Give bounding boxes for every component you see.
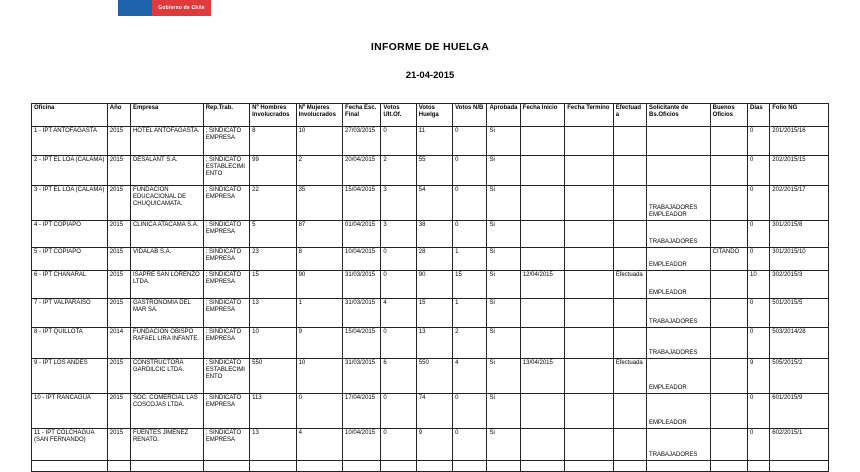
table-cell — [710, 156, 747, 186]
column-header: Votos N/B — [453, 104, 487, 127]
table-cell: 11 — [416, 127, 452, 156]
table-cell: 13 — [416, 328, 452, 359]
table-cell: 302/2015/3 — [770, 271, 829, 299]
table-cell: 87 — [296, 221, 342, 248]
column-header: Rep.Trab. — [203, 104, 249, 127]
table-cell: TRABAJADORES — [647, 221, 711, 248]
table-cell: 0 — [381, 394, 416, 429]
table-cell — [613, 299, 646, 328]
table-cell — [565, 186, 613, 221]
table-cell — [381, 461, 416, 472]
table-row — [32, 328, 829, 359]
table-cell: 55 — [416, 156, 452, 186]
table-cell: 2015 — [107, 271, 130, 299]
table-cell: Si — [487, 359, 520, 394]
table-cell: HOTEL ANTOFAGASTA. — [130, 127, 203, 156]
table-cell: 3 — [381, 186, 416, 221]
table-cell: 2 — [381, 156, 416, 186]
table-cell — [565, 271, 613, 299]
table-cell: 8 — [296, 248, 342, 271]
table-cell: Si — [487, 394, 520, 429]
table-cell: 01/04/2015 — [343, 221, 381, 248]
table-cell: 550 — [416, 359, 452, 394]
table-cell — [520, 299, 564, 328]
table-cell: 74 — [416, 394, 452, 429]
table-cell: 3 - IPT EL LOA (CALAMA) — [32, 186, 108, 221]
table-cell: ; SINDICATO ESTABLECIMIENTO — [203, 156, 249, 186]
table-cell: FUENTES JIMENEZ RENATO. — [130, 429, 203, 461]
table-cell — [770, 461, 829, 472]
table-cell: 0 — [453, 394, 487, 429]
column-header: Aprobada — [487, 104, 520, 127]
table-cell: FUNDACION EDUCACIONAL DE CHUQUICAMATA. — [130, 186, 203, 221]
table-row — [32, 156, 829, 186]
table-cell: 2015 — [107, 156, 130, 186]
table-cell: ; SINDICATO EMPRESA — [203, 248, 249, 271]
table-cell: 9 — [748, 359, 770, 394]
table-cell: 0 — [453, 156, 487, 186]
table-cell: 9 — [296, 328, 342, 359]
table-cell: 90 — [296, 271, 342, 299]
table-cell — [710, 271, 747, 299]
table-cell: 10 — [296, 359, 342, 394]
table-cell — [748, 461, 770, 472]
table-cell: 90 — [416, 271, 452, 299]
table-row — [32, 429, 829, 461]
table-cell — [565, 328, 613, 359]
table-cell: DESALANT S.A. — [130, 156, 203, 186]
table-cell — [613, 429, 646, 461]
table-cell: 20/04/2015 — [343, 156, 381, 186]
table-cell: TRABAJADORES — [647, 429, 711, 461]
table-cell: 8 — [250, 127, 296, 156]
column-header: Nº Hombres Involucrados — [250, 104, 296, 127]
table-cell: Efectuada — [613, 271, 646, 299]
table-cell: 17/04/2015 — [343, 394, 381, 429]
table-cell: EMPLEADOR — [647, 248, 711, 271]
table-cell: 2015 — [107, 394, 130, 429]
column-header: Fecha Esc. Final — [343, 104, 381, 127]
table-cell: 6 — [381, 359, 416, 394]
table-cell — [565, 359, 613, 394]
table-cell: 2 — [453, 328, 487, 359]
table-cell: 23 — [250, 248, 296, 271]
table-cell: 0 — [453, 127, 487, 156]
table-cell: 0 — [748, 186, 770, 221]
table-cell: 11 - IPT COLCHAGUA (SAN FERNANDO) — [32, 429, 108, 461]
table-cell: 505/2015/2 — [770, 359, 829, 394]
table-cell — [520, 394, 564, 429]
table-cell — [647, 127, 711, 156]
table-cell: ; SINDICATO EMPRESA — [203, 127, 249, 156]
table-cell: 15 — [453, 271, 487, 299]
table-cell — [565, 299, 613, 328]
table-cell: 601/2015/9 — [770, 394, 829, 429]
table-cell: 1 - IPT ANTOFAGASTA — [32, 127, 108, 156]
table-cell — [520, 127, 564, 156]
table-cell: 2014 — [107, 328, 130, 359]
table-cell: 0 — [748, 328, 770, 359]
table-cell — [710, 186, 747, 221]
table-cell — [613, 156, 646, 186]
logo-flag-blue-square — [118, 0, 152, 16]
table-cell: 503/2014/28 — [770, 328, 829, 359]
table-cell: GASTRONOMIA DEL MAR SA. — [130, 299, 203, 328]
table-cell: 0 — [748, 156, 770, 186]
table-cell: 202/2015/15 — [770, 156, 829, 186]
table-body — [32, 127, 829, 472]
report-date: 21-04-2015 — [405, 70, 455, 81]
table-row — [32, 186, 829, 221]
table-cell: 0 — [748, 394, 770, 429]
header-row — [32, 104, 829, 127]
column-header: Fecha Inicio — [520, 104, 564, 127]
table-cell: 2 - IPT EL LOA (CALAMA) — [32, 156, 108, 186]
table-cell: 2015 — [107, 186, 130, 221]
table-cell — [647, 156, 711, 186]
table-cell: ; SINDICATO EMPRESA — [203, 221, 249, 248]
table-cell — [520, 156, 564, 186]
table-cell — [710, 429, 747, 461]
table-cell: 9 - IPT LOS ANDES — [32, 359, 108, 394]
table-cell — [565, 394, 613, 429]
table-cell: 0 — [381, 248, 416, 271]
table-row — [32, 299, 829, 328]
table-row — [32, 248, 829, 271]
table-cell — [613, 328, 646, 359]
table-cell: 0 — [748, 429, 770, 461]
table-cell — [710, 394, 747, 429]
table-cell — [613, 461, 646, 472]
table-wrapper — [31, 103, 829, 472]
table-cell — [107, 461, 130, 472]
table-cell: 501/2015/5 — [770, 299, 829, 328]
table-cell — [296, 461, 342, 472]
page-title: INFORME DE HUELGA — [370, 41, 490, 53]
table-cell — [203, 461, 249, 472]
table-cell: 0 — [381, 271, 416, 299]
table-cell: 602/2015/1 — [770, 429, 829, 461]
table-cell — [343, 461, 381, 472]
table-cell — [647, 461, 711, 472]
table-cell — [565, 127, 613, 156]
table-cell: EMPLEADOR — [647, 271, 711, 299]
table-cell — [250, 461, 296, 472]
table-cell: 22 — [250, 186, 296, 221]
table-cell — [130, 461, 203, 472]
logo-text: Gobierno de Chile — [158, 5, 205, 11]
table-cell — [613, 394, 646, 429]
table-cell: 202/2015/17 — [770, 186, 829, 221]
table-cell: 38 — [416, 221, 452, 248]
table-cell — [710, 221, 747, 248]
table-cell — [565, 461, 613, 472]
table-cell — [613, 127, 646, 156]
logo-flag-red-band — [152, 0, 211, 16]
table-cell: 1 — [296, 299, 342, 328]
table-cell — [613, 221, 646, 248]
table-cell: 4 — [381, 299, 416, 328]
table-cell: 31/03/2015 — [343, 299, 381, 328]
table-cell: CONSTRUCTORA GARDILCIC LTDA. — [130, 359, 203, 394]
table-cell: Si — [487, 429, 520, 461]
table-cell: 9 — [416, 429, 452, 461]
column-header: Buenos Oficios — [710, 104, 747, 127]
table-cell — [710, 299, 747, 328]
table-cell: 31/03/2015 — [343, 271, 381, 299]
table-cell: FUNDACIÓN OBISPO RAFAEL LIRA INFANTE. — [130, 328, 203, 359]
table-cell — [565, 248, 613, 271]
table-cell: 4 - IPT COPIAPO — [32, 221, 108, 248]
table-cell: 15 — [250, 271, 296, 299]
table-cell: 5 — [250, 221, 296, 248]
table-cell — [710, 328, 747, 359]
table-cell — [520, 186, 564, 221]
column-header: Votos Huelga — [416, 104, 452, 127]
gobierno-de-chile-logo — [118, 0, 211, 16]
table-cell: 7 - IPT VALPARAISO — [32, 299, 108, 328]
table-row — [32, 221, 829, 248]
table-cell: Efectuada — [613, 359, 646, 394]
table-cell — [416, 461, 452, 472]
table-cell: ; SINDICATO EMPRESA — [203, 186, 249, 221]
table-cell: 2015 — [107, 299, 130, 328]
table-cell — [710, 127, 747, 156]
table-cell: Si — [487, 127, 520, 156]
partial-table-row — [32, 461, 829, 472]
table-cell: Si — [487, 271, 520, 299]
table-cell — [710, 461, 747, 472]
table-cell: 0 — [381, 429, 416, 461]
table-cell: Si — [487, 248, 520, 271]
table-cell: TRABAJADORES — [647, 299, 711, 328]
column-header: Año — [107, 104, 130, 127]
table-cell — [520, 461, 564, 472]
column-header: Fecha Termino — [565, 104, 613, 127]
column-header: Folio NG — [770, 104, 829, 127]
table-cell: ; SINDICATO EMPRESA — [203, 429, 249, 461]
column-header: Nº Mujeres Involucrados — [296, 104, 342, 127]
table-cell — [565, 156, 613, 186]
table-cell: ; SINDICATO ESTABLECIMIENTO — [203, 359, 249, 394]
table-cell: 4 — [296, 429, 342, 461]
table-cell: Si — [487, 186, 520, 221]
table-cell: Si — [487, 156, 520, 186]
table-cell: 4 — [453, 359, 487, 394]
table-cell: 0 — [748, 221, 770, 248]
table-cell: 2015 — [107, 127, 130, 156]
table-cell: 3 — [381, 221, 416, 248]
table-cell: 301/2015/10 — [770, 248, 829, 271]
table-cell: SOC. COMERCIAL LAS COSCOJAS LTDA. — [130, 394, 203, 429]
table-cell: 12/04/2015 — [520, 271, 564, 299]
table-cell: CITANDO — [710, 248, 747, 271]
table-cell: Si — [487, 299, 520, 328]
table-cell: 0 — [296, 394, 342, 429]
table-row — [32, 394, 829, 429]
table-cell: ISAPRE SAN LORENZO LTDA. — [130, 271, 203, 299]
table-cell — [613, 186, 646, 221]
table-cell: 2 — [296, 156, 342, 186]
report-table — [31, 103, 829, 472]
table-cell: 15/04/2015 — [343, 186, 381, 221]
column-header: Solicitante de Bs.Oficios — [647, 104, 711, 127]
table-cell: 10 - IPT RANCAGUA — [32, 394, 108, 429]
table-cell: 1 — [453, 248, 487, 271]
table-cell — [520, 429, 564, 461]
table-cell — [32, 461, 108, 472]
table-cell: 6 - IPT CHAÑARAL — [32, 271, 108, 299]
table-cell: 2015 — [107, 248, 130, 271]
table-cell: ; SINDICATO EMPRESA — [203, 271, 249, 299]
table-cell: 5 - IPT COPIAPO — [32, 248, 108, 271]
table-cell: 27/03/2015 — [343, 127, 381, 156]
table-cell: 0 — [748, 127, 770, 156]
table-cell: 201/2015/16 — [770, 127, 829, 156]
table-row — [32, 127, 829, 156]
table-row — [32, 271, 829, 299]
table-cell: EMPLEADOR — [647, 359, 711, 394]
table-cell: 15/04/2015 — [343, 328, 381, 359]
table-cell: 10 — [250, 328, 296, 359]
table-cell: 13/04/2015 — [520, 359, 564, 394]
table-cell: 2015 — [107, 359, 130, 394]
column-header: Efectuada — [613, 104, 646, 127]
table-cell — [453, 461, 487, 472]
table-cell: 2015 — [107, 221, 130, 248]
table-cell: 10/04/2015 — [343, 248, 381, 271]
table-cell — [520, 328, 564, 359]
table-cell: 1 — [453, 299, 487, 328]
table-cell: 10 — [296, 127, 342, 156]
table-cell — [565, 429, 613, 461]
table-cell: ; SINDICATO EMPRESA — [203, 328, 249, 359]
table-cell: 15 — [416, 299, 452, 328]
table-cell — [710, 359, 747, 394]
table-cell: 0 — [748, 248, 770, 271]
table-cell: VIDALAB S.A. — [130, 248, 203, 271]
table-cell: 10/04/2015 — [343, 429, 381, 461]
table-cell: 13 — [250, 299, 296, 328]
table-cell: 0 — [748, 299, 770, 328]
column-header: Empresa — [130, 104, 203, 127]
table-cell: 28 — [416, 248, 452, 271]
table-cell: 0 — [453, 186, 487, 221]
table-cell: ; SINDICATO EMPRESA — [203, 299, 249, 328]
column-header: Votos Ult.Of. — [381, 104, 416, 127]
table-cell — [520, 248, 564, 271]
table-cell: EMPLEADOR — [647, 394, 711, 429]
table-cell: 8 - IPT QUILLOTA — [32, 328, 108, 359]
table-cell: Si — [487, 221, 520, 248]
column-header: Oficina — [32, 104, 108, 127]
table-cell: 99 — [250, 156, 296, 186]
table-cell: 550 — [250, 359, 296, 394]
table-cell: 2015 — [107, 429, 130, 461]
table-cell: 0 — [381, 127, 416, 156]
table-cell — [565, 221, 613, 248]
table-cell: ; SINDICATO EMPRESA — [203, 394, 249, 429]
table-cell: Si — [487, 328, 520, 359]
table-cell: 31/03/2015 — [343, 359, 381, 394]
table-cell: 113 — [250, 394, 296, 429]
column-header: Días — [748, 104, 770, 127]
table-cell — [613, 248, 646, 271]
table-cell: 54 — [416, 186, 452, 221]
table-cell: 13 — [250, 429, 296, 461]
table-cell: 301/2015/8 — [770, 221, 829, 248]
table-cell — [520, 221, 564, 248]
table-cell: 0 — [453, 221, 487, 248]
table-cell: 10 — [748, 271, 770, 299]
table-cell: CLINICA ATACAMA S.A. — [130, 221, 203, 248]
table-cell: 0 — [453, 429, 487, 461]
table-row — [32, 359, 829, 394]
table-cell: 35 — [296, 186, 342, 221]
table-cell — [487, 461, 520, 472]
table-cell: TRABAJADORES — [647, 328, 711, 359]
table-cell: TRABAJADORES EMPLEADOR — [647, 186, 711, 221]
table-cell: 0 — [381, 328, 416, 359]
